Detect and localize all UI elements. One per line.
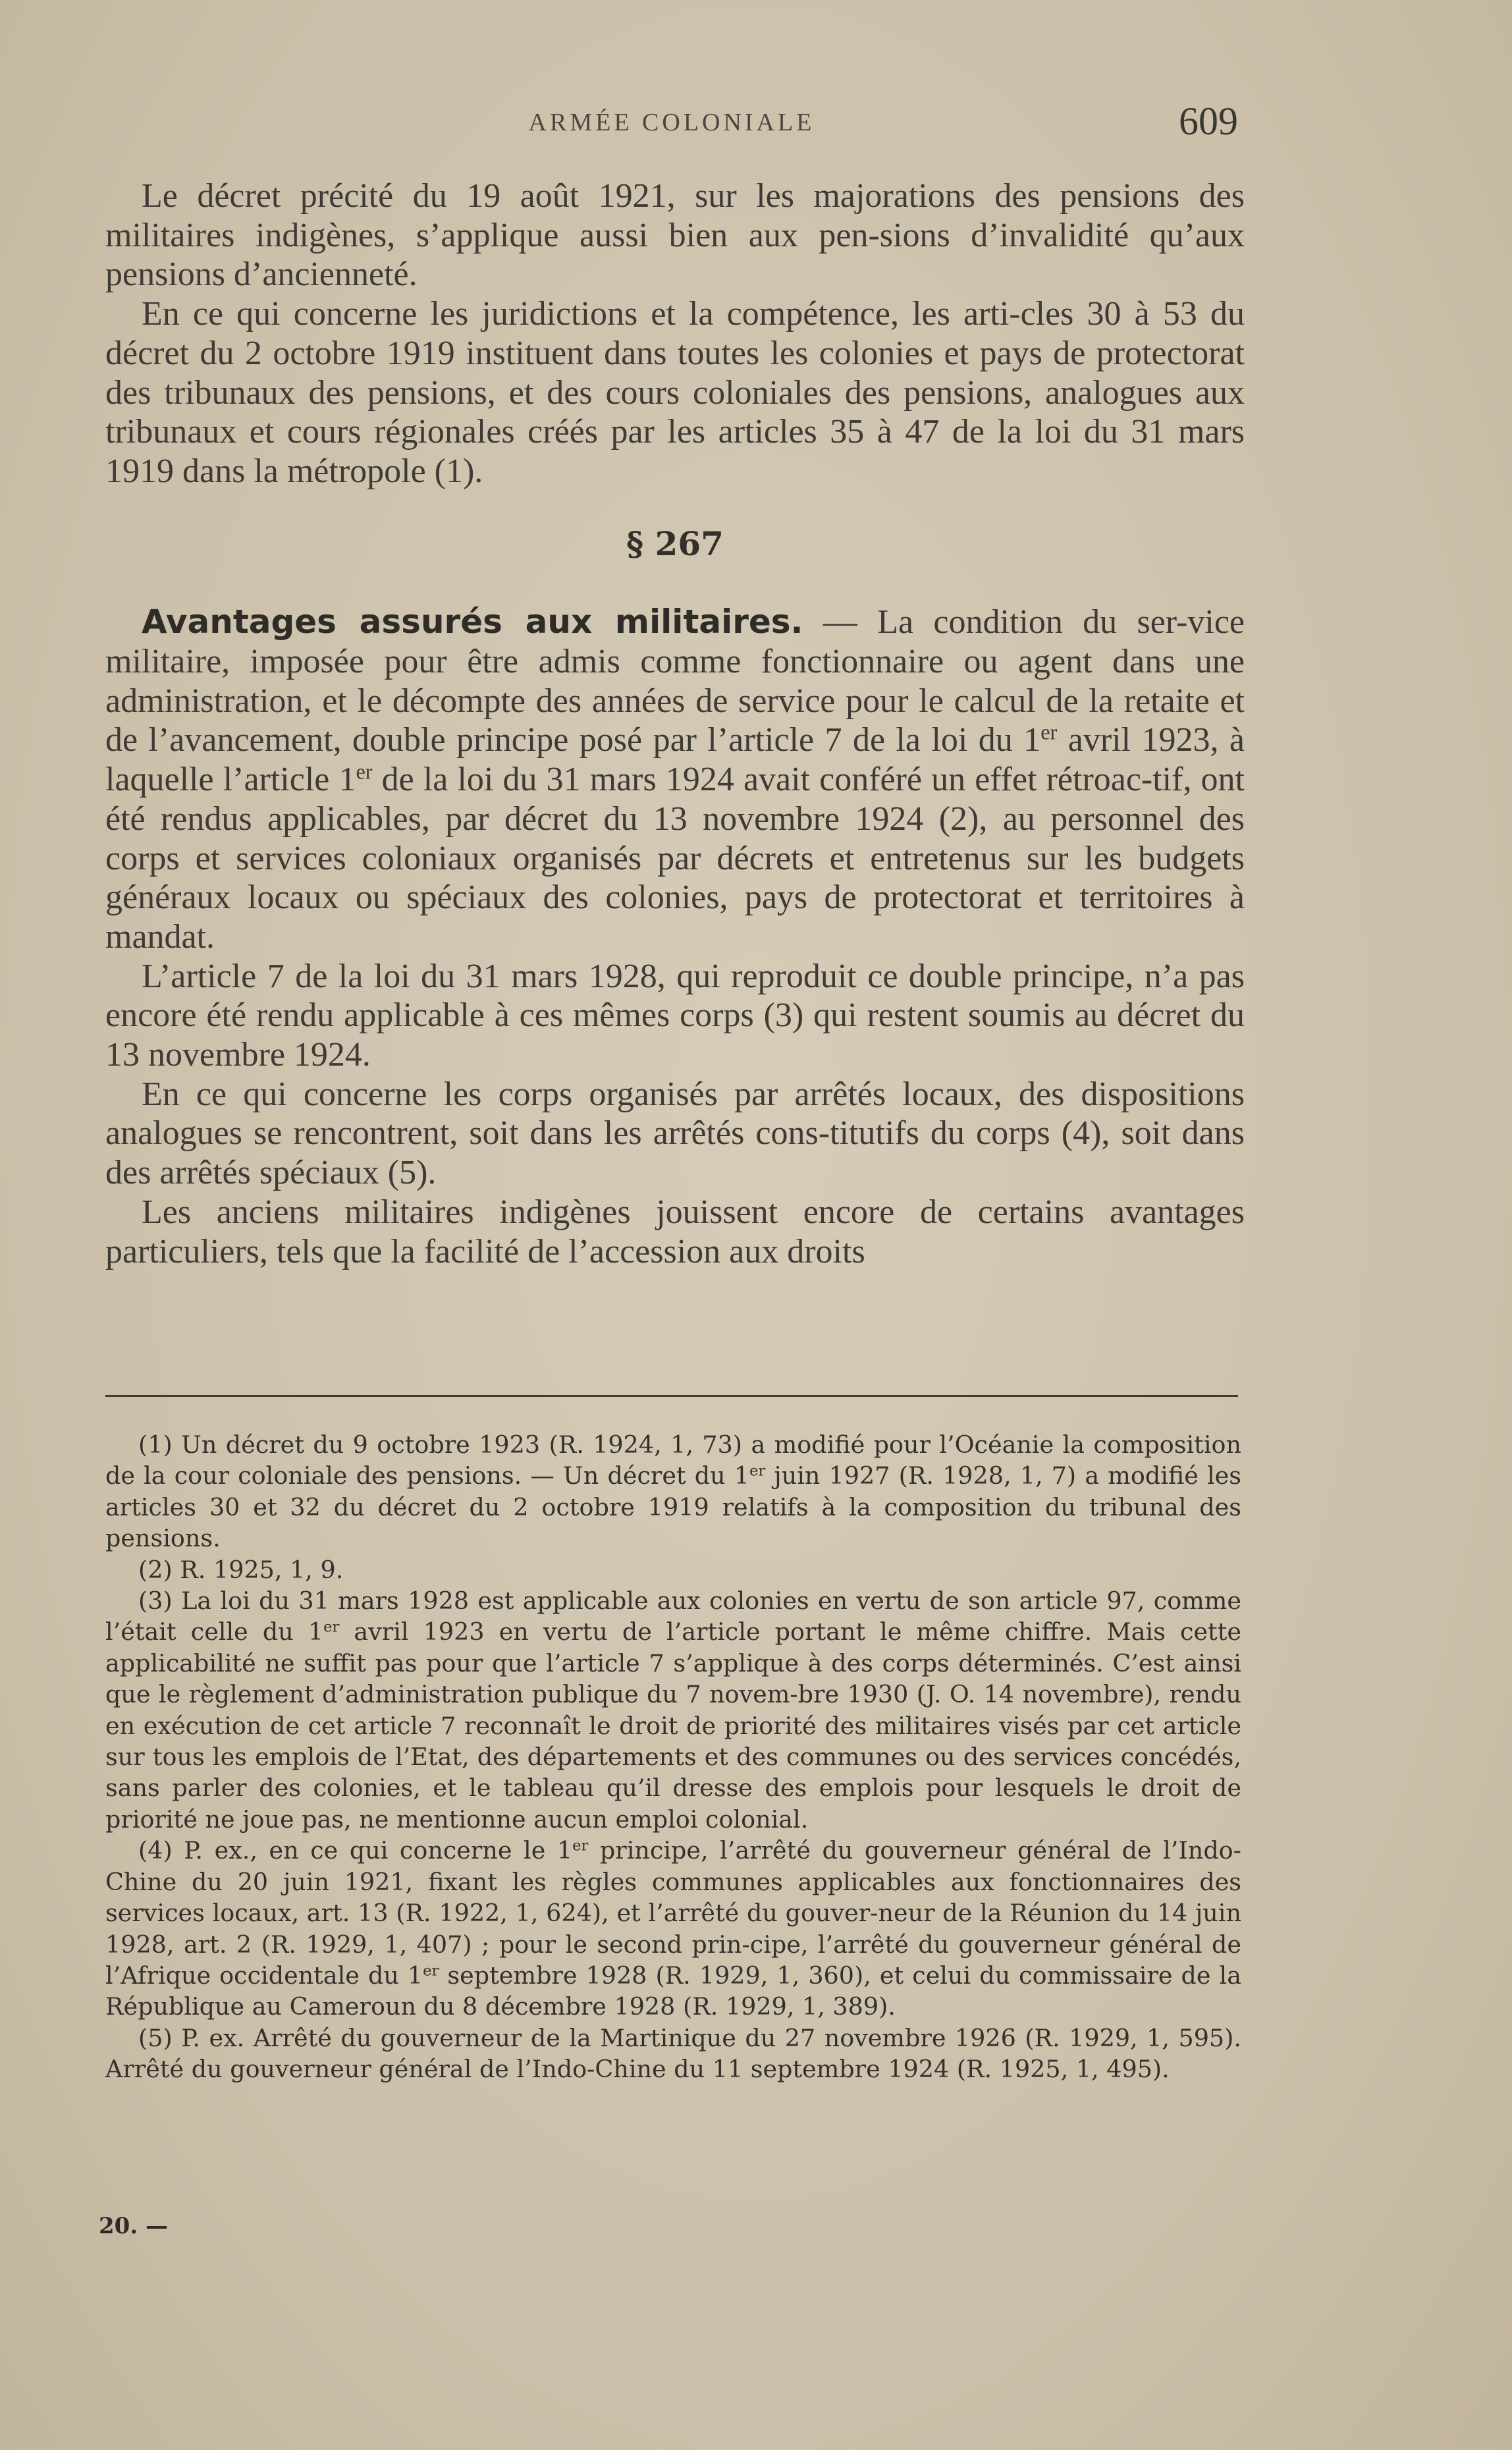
footnote-1 <box>105 1429 1241 1554</box>
signature-mark: 20. — <box>99 2213 168 2239</box>
text-run: avril 1923 en vertu de l’article portant le même chiffre. Mais cette applicabilité ne suffit pas pour que l’article 7 s’applique à des corps déterminés. C’est ainsi que le règlement d’administration publique du 7 novem-bre 1930 (J. O. 14 novembre), rendu en exécution de cet article 7 reconnaît le droit de priorité des militaires visés par cet article sur tous les emplois de l’Etat, des départements et des communes ou des services concédés, sans parler des colonies, et le tableau qu’il dresse des emplois pour lesquels le droit de priorité ne joue pas, ne mentionne aucun emploi colonial. <box>105 1618 1241 1834</box>
text-run: (4) P. ex., en ce qui concerne le 1 <box>138 1836 573 1865</box>
main-text <box>105 177 1245 1271</box>
superscript: er <box>356 759 373 784</box>
paragraph-heading: Avantages assurés aux militaires. <box>142 603 803 641</box>
footnote-3 <box>105 1585 1241 1835</box>
footnote-5: (5) P. ex. Arrêté du gouverneur de la Martinique du 27 novembre 1926 (R. 1929, 1, 595). Arrêté du gouverneur général de l’Indo-Chine du 11 septembre 1924 (R. 1925, 1, 495). <box>105 2023 1241 2084</box>
footnotes <box>105 1429 1241 2085</box>
superscript: er <box>323 1619 340 1636</box>
text-run: — La condition du ser-vice militaire, imposée pour être admis comme fonctionnaire ou agent dans une administration, et le décompte des années de service pour le calcul de la retaite et de l’avancement, double principe posé par l’article 7 de la loi du 1 <box>105 603 1245 759</box>
footnote-4 <box>105 1835 1241 2022</box>
page-number: 609 <box>1179 99 1238 143</box>
superscript: er <box>749 1462 766 1480</box>
paragraph: Les anciens militaires indigènes jouissent encore de certains avantages particuliers, tels que la facilité de l’accession aux droits <box>105 1193 1245 1270</box>
text-run: (1) Un décret du 9 octobre 1923 (R. 1924, 1, 73) a modifié pour l’Océanie la composition de la cour coloniale des pensions. — Un décret du 1 <box>105 1430 1241 1490</box>
section-heading: § 267 <box>626 524 724 563</box>
footnote-divider <box>105 1395 1238 1397</box>
superscript: er <box>1040 720 1058 744</box>
footnote-2: (2) R. 1925, 1, 9. <box>138 1555 344 1584</box>
text-run: avril 1923, à laquelle l’article 1 <box>105 721 1245 799</box>
text-run: de la loi du 31 mars 1924 avait conféré un effet rétroac-tif, ont été rendus applicables, par décret du 13 novembre 1924 (2), au personnel des corps et services coloniaux organisés par décrets et entretenus sur les budgets généraux locaux ou spéciaux des colonies, pays de protectorat et territoires à mandat. <box>105 761 1245 956</box>
paragraph <box>105 603 1245 956</box>
superscript: er <box>572 1837 589 1855</box>
paragraph: En ce qui concerne les juridictions et la compétence, les arti-cles 30 à 53 du décret du 2 octobre 1919 instituent dans toutes les colonies et pays de protectorat des tribunaux des pensions, et des cours coloniales des pensions, analogues aux tribunaux et cours régionales créés par les articles 35 à 47 de la loi du 31 mars 1919 dans la métropole (1). <box>105 295 1245 490</box>
text-run: juin 1927 (R. 1928, 1, 7) a modifié les articles 30 et 32 du décret du 2 octobre 1919 relatifs à la composition du tribunal des pensions. <box>105 1461 1241 1553</box>
paragraph: En ce qui concerne les corps organisés par arrêtés locaux, des dispositions analogues se rencontrent, soit dans les arrêtés cons-titutifs du corps (4), soit dans des arrêtés spéciaux (5). <box>105 1075 1245 1192</box>
text-run: principe, l’arrêté du gouverneur général de l’Indo-Chine du 20 juin 1921, fixant les règles communes applicables aux fonctionnaires des services locaux, art. 13 (R. 1922, 1, 624), et l’arrêté du gouver-neur de la Réunion du 14 juin 1928, art. 2 (R. 1929, 1, 407) ; pour le second prin-cipe, l’arrêté du gouverneur général de l’Afrique occidentale du 1 <box>105 1836 1241 1990</box>
text-run: septembre 1928 (R. 1929, 1, 360), et celui du commissaire de la République au Cameroun du 8 décembre 1928 (R. 1929, 1, 389). <box>105 1961 1241 2021</box>
running-title: ARMÉE COLONIALE <box>528 109 815 136</box>
paragraph: L’article 7 de la loi du 31 mars 1928, qui reproduit ce double principe, n’a pas encore été rendu applicable à ces mêmes corps (3) qui restent soumis au décret du 13 novembre 1924. <box>105 957 1245 1074</box>
paragraph: Le décret précité du 19 août 1921, sur les majorations des pensions des militaires indigènes, s’applique aussi bien aux pen-sions d’invalidité qu’aux pensions d’ancienneté. <box>105 177 1245 294</box>
text-run: (3) La loi du 31 mars 1928 est applicable aux colonies en vertu de son article 97, comme l’était celle du 1 <box>105 1587 1241 1647</box>
page-header <box>105 99 1238 151</box>
superscript: er <box>423 1962 439 1980</box>
